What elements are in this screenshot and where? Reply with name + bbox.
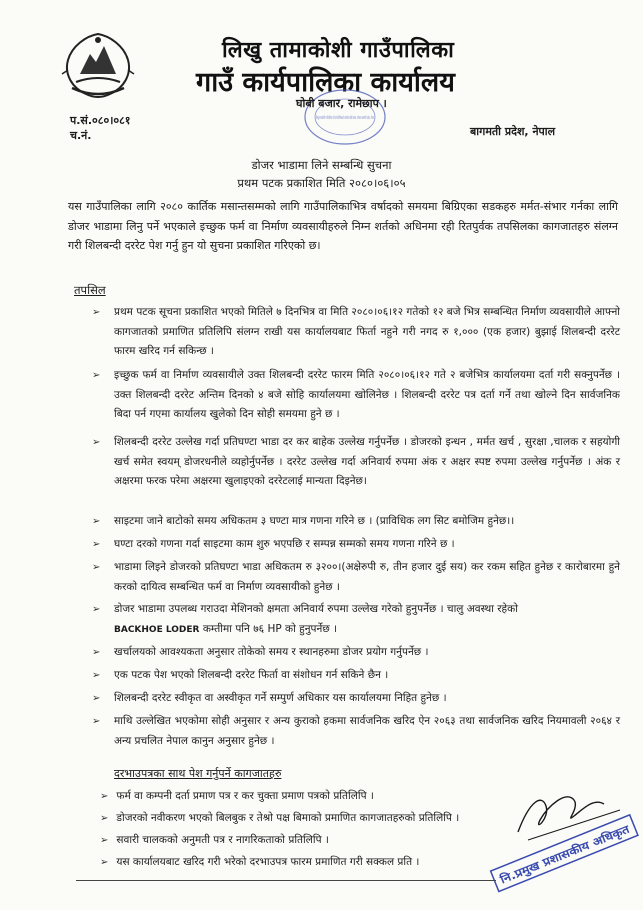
condition-text: डोजर भाडामा उपलब्ध गराउदा मेशिनको क्षमता अनिवार्य रुपमा उल्लेख गरेको हुनुपर्नेछ । चालु अवस्था रहेको	[114, 603, 518, 615]
arrow-bullet-icon: ➢	[100, 835, 109, 846]
schedule-title: तपसिल	[74, 283, 106, 297]
condition-item: ➢ शिलबन्दी दररेट उल्लेख गर्दा प्रतिघण्टा भाडा दर कर बाहेक उल्लेख गर्नुपर्नेछ । डोजरको इन्धन , मर्मत खर्च , सुरक्षा ,चालक र सहयोगी खर्च समेत स्वयम् डोजरधनीले व्यहोर्नुपर्नेछ । दररेट उल्लेख गर्दा अनिवार्य रुपमा अंक र अक्षर स्पष्ट रुपमा उल्लेख गर्नुपर्नेछ । अंक र अक्षरमा फरक परेमा अक्षरमा खुलाइएको दररेटलाई मान्यता दिइनेछ।	[92, 433, 620, 492]
arrow-bullet-icon: ➢	[92, 693, 101, 704]
nepal-emblem-icon	[58, 30, 138, 102]
condition-item: ➢ एक पटक पेश भएको शिलबन्दी दररेट फिर्ता वा संशोधन गर्न सकिने छैन ।	[92, 666, 620, 686]
reference-number: प.सं.०८०।०८१	[70, 114, 131, 127]
condition-item: ➢ प्रथम पटक सूचना प्रकाशित भएको मितिले ७ दिनभित्र वा मिति २०८०।०६।१२ गतेको १२ बजे भित्र सम्बन्धित निर्माण व्यवसायीले आफ्नो कागजातको प्रमाणित प्रतिलिपि संलग्न राखी यस कार्यालयबाट फिर्ता नहुने गरी नगद रु १,००० (एक हजार) बुझाई शिलबन्दी दररेट फारम खरिद गर्न सकिन्छ ।	[92, 303, 620, 362]
footer-divider	[76, 880, 496, 881]
document-item: ➢ यस कार्यालयबाट खरिद गरी भरेको दरभाउपत्र फारम प्रमाणित गरी सक्कल प्रति ।	[100, 856, 420, 868]
arrow-bullet-icon: ➢	[92, 716, 101, 727]
province-name: बागमती प्रदेश, नेपाल	[470, 125, 556, 138]
arrow-bullet-icon: ➢	[92, 516, 101, 527]
condition-item: ➢ भाडामा लिइने डोजरको प्रतिघण्टा भाडा अधिकतम रु ३२००।(अक्षेरुपी रु, तीन हजार दुई सय) कर रकम सहित हुनेछ र कारोबारमा हुने करको दायित्व सम्बन्धित फर्म वा निर्माण व्यवसायीको हुनेछ ।	[92, 558, 620, 597]
condition-item: ➢ इच्छुक फर्म वा निर्माण व्यवसायीले उक्त शिलबन्दी दररेट फारम मिति २०८०।०६।१२ गते २ बजेभित्र कार्यालयमा दर्ता गरी सक्नुपर्नेछ । उक्त शिलबन्दी दररेट अन्तिम दिनको ४ बजे सोहि कार्यालयमा खोलिनेछ । शिलबन्दी दररेट पत्र दर्ता गर्ने तथा खोल्ने दिन सार्वजनिक बिदा पर्न गएमा कार्यालय खुलेको दिन सोही समयमा हुने छ ।	[92, 366, 620, 425]
office-stamp-text: लिखु तामाकोशी गाउँपालिका गाउँ कार्यपालिकाको कार्यालय घोबी बजार, रामेछाप बागमती प्रदेश, नेपाल	[316, 115, 463, 120]
dispatch-number: च.नं.	[70, 129, 92, 142]
signature-stamp-text: नि.प्रमुख प्रशासकीय अधिकृत	[498, 830, 612, 887]
document-item: ➢ फर्म वा कम्पनी दर्ता प्रमाण पत्र र कर चुक्ता प्रमाण पत्रको प्रतिलिपि ।	[100, 790, 374, 802]
condition-item: ➢ शिलबन्दी दररेट स्वीकृत वा अस्वीकृत गर्ने सम्पुर्ण अधिकार यस कार्यालयमा निहित हुनेछ ।	[92, 689, 620, 709]
office-name: गाउँ कार्यपालिका कार्यालय	[196, 67, 455, 98]
machine-capacity: कम्तीमा पनि ७६ HP को हुनुपर्नेछ ।	[202, 622, 338, 635]
arrow-bullet-icon: ➢	[92, 370, 101, 381]
machine-type: BACKHOE LODER	[114, 624, 200, 635]
arrow-bullet-icon: ➢	[92, 562, 101, 573]
arrow-bullet-icon: ➢	[92, 604, 101, 615]
arrow-bullet-icon: ➢	[100, 813, 109, 824]
notice-heading: डोजर भाडामा लिने सम्बन्धि सुचना	[251, 158, 392, 172]
document-item: ➢ सवारी चालकको अनुमती पत्र र नागरिकताको प्रतिलिपि ।	[100, 834, 329, 846]
arrow-bullet-icon: ➢	[92, 307, 101, 318]
signature-stamp	[470, 780, 640, 890]
condition-item: ➢ खर्चालयको आवश्यकता अनुसार तोकेको समय र स्थानहरुमा डोजर प्रयोग गर्नुपर्नेछ ।	[92, 643, 620, 663]
arrow-bullet-icon: ➢	[100, 857, 109, 868]
municipality-name: लिखु तामाकोशी गाउँपालिका	[222, 38, 455, 63]
condition-item: ➢ घण्टा दरको गणना गर्दा साइटमा काम शुरु भएपछि र सम्पन्न सम्मको समय गणना गरिने छ ।	[92, 535, 620, 555]
arrow-bullet-icon: ➢	[92, 437, 101, 448]
notice-intro: यस गाउँपालिका लागि २०८० कार्तिक मसान्तसम्मको लागि गाउँपालिकाभित्र वर्षादको समयमा बिग्रिएका सडकहरु मर्मत-संभार गर्नका लागि डोजर भाडामा लिनु पर्ने भएकाले इच्छुक फर्म वा निर्माण व्यवसायीहरुले निम्न शर्तको अधिनमा रही रितपुर्वक तपसिलका कागजातहरु संलग्न गरी शिलबन्दी दररेट पेश गर्नु हुन यो सुचना प्रकाशित गरिएको छ।	[68, 200, 618, 252]
arrow-bullet-icon: ➢	[92, 647, 101, 658]
arrow-bullet-icon: ➢	[100, 791, 109, 802]
condition-item: ➢ माथि उल्लेखित भएकोमा सोही अनुसार र अन्य कुराको हकमा सार्वजनिक खरिद ऐन २०६३ तथा सार्वजनिक खरिद नियमावली २०६४ र अन्य प्रचलित नेपाल कानुन अनुसार हुनेछ ।	[92, 712, 620, 751]
arrow-bullet-icon: ➢	[92, 670, 101, 681]
publish-date: प्रथम पटक प्रकाशित मिति २०८०।०६।०५	[237, 176, 406, 190]
document-item: ➢ डोजरको नवीकरण भएको बिलबुक र तेश्रो पक्ष बिमाको प्रमाणित कागजातहरुको प्रतिलिपि ।	[100, 812, 460, 824]
arrow-bullet-icon: ➢	[92, 539, 101, 550]
office-address: घोबी बजार, रामेछाप ।	[296, 97, 387, 110]
condition-item: ➢ साइटमा जाने बाटोको समय अधिकतम ३ घण्टा मात्र गणना गरिने छ । (प्राविधिक लग सिट बमोजिम हुनेछ।।	[92, 512, 620, 532]
condition-item	[92, 600, 620, 640]
documents-title: दरभाउपत्रका साथ पेश गर्नुपर्ने कागजातहरु	[114, 767, 282, 780]
